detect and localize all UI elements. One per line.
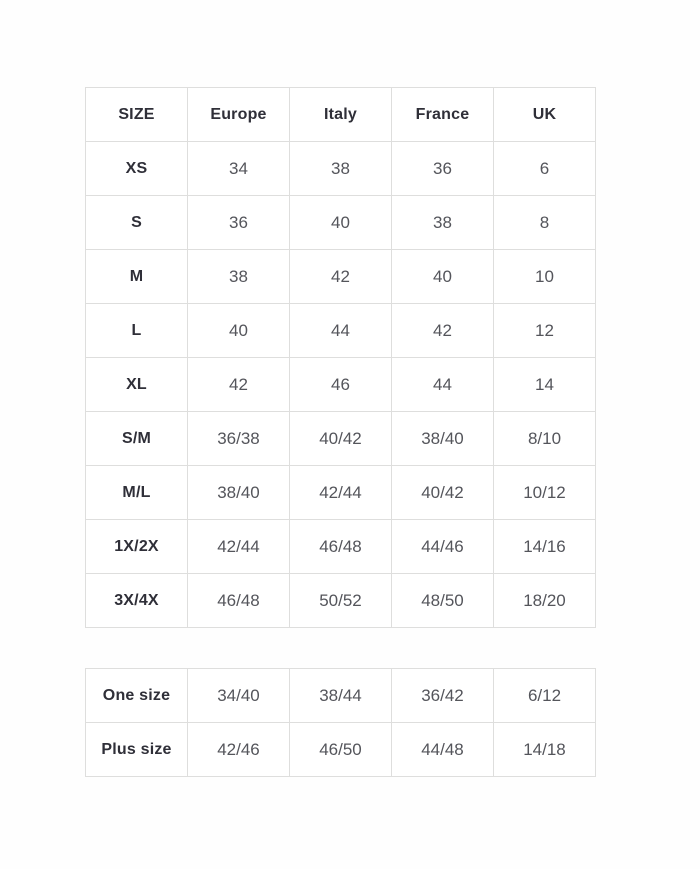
size-value-cell: 36 [392, 142, 494, 196]
size-value-cell: 6/12 [494, 669, 596, 723]
size-value-cell: 40 [392, 250, 494, 304]
table-row [86, 669, 596, 723]
table-row [86, 520, 596, 574]
size-label-cell: XS [86, 142, 188, 196]
special-table-body [86, 669, 596, 777]
size-value-cell: 38/40 [392, 412, 494, 466]
size-value-cell: 42/44 [290, 466, 392, 520]
size-value-cell: 12 [494, 304, 596, 358]
size-label-cell: XL [86, 358, 188, 412]
main-table-body [86, 142, 596, 628]
size-value-cell: 40/42 [392, 466, 494, 520]
size-conversion-table [85, 87, 596, 628]
size-value-cell: 38 [188, 250, 290, 304]
size-label-cell: 3X/4X [86, 574, 188, 628]
header-row [86, 88, 596, 142]
column-header: UK [494, 88, 596, 142]
size-value-cell: 42/44 [188, 520, 290, 574]
size-label-cell: M [86, 250, 188, 304]
size-value-cell: 50/52 [290, 574, 392, 628]
table-row [86, 723, 596, 777]
size-value-cell: 46/48 [290, 520, 392, 574]
size-value-cell: 38/40 [188, 466, 290, 520]
special-sizes-table [85, 668, 596, 777]
table-row [86, 358, 596, 412]
size-value-cell: 42/46 [188, 723, 290, 777]
size-label-cell: One size [86, 669, 188, 723]
size-value-cell: 42 [290, 250, 392, 304]
size-label-cell: Plus size [86, 723, 188, 777]
size-conversion-table-head [86, 88, 596, 142]
table-row [86, 196, 596, 250]
size-value-cell: 42 [188, 358, 290, 412]
column-header: Europe [188, 88, 290, 142]
size-value-cell: 18/20 [494, 574, 596, 628]
size-label-cell: S [86, 196, 188, 250]
size-value-cell: 44 [392, 358, 494, 412]
size-value-cell: 10 [494, 250, 596, 304]
size-value-cell: 36/42 [392, 669, 494, 723]
size-value-cell: 14/18 [494, 723, 596, 777]
size-value-cell: 8 [494, 196, 596, 250]
table-row [86, 250, 596, 304]
table-row [86, 466, 596, 520]
table-row [86, 574, 596, 628]
size-value-cell: 44 [290, 304, 392, 358]
size-value-cell: 8/10 [494, 412, 596, 466]
size-value-cell: 38 [290, 142, 392, 196]
size-value-cell: 14/16 [494, 520, 596, 574]
size-value-cell: 34/40 [188, 669, 290, 723]
size-value-cell: 10/12 [494, 466, 596, 520]
table-row [86, 412, 596, 466]
table-row [86, 304, 596, 358]
size-value-cell: 46/50 [290, 723, 392, 777]
size-value-cell: 40/42 [290, 412, 392, 466]
size-value-cell: 46/48 [188, 574, 290, 628]
column-header: Italy [290, 88, 392, 142]
size-value-cell: 36 [188, 196, 290, 250]
size-value-cell: 42 [392, 304, 494, 358]
column-header: France [392, 88, 494, 142]
size-value-cell: 44/46 [392, 520, 494, 574]
size-value-cell: 40 [290, 196, 392, 250]
size-value-cell: 14 [494, 358, 596, 412]
column-header: SIZE [86, 88, 188, 142]
size-value-cell: 46 [290, 358, 392, 412]
size-value-cell: 48/50 [392, 574, 494, 628]
size-label-cell: L [86, 304, 188, 358]
size-label-cell: 1X/2X [86, 520, 188, 574]
size-label-cell: S/M [86, 412, 188, 466]
size-value-cell: 36/38 [188, 412, 290, 466]
size-value-cell: 6 [494, 142, 596, 196]
size-label-cell: M/L [86, 466, 188, 520]
size-value-cell: 44/48 [392, 723, 494, 777]
size-value-cell: 38/44 [290, 669, 392, 723]
size-value-cell: 40 [188, 304, 290, 358]
size-value-cell: 34 [188, 142, 290, 196]
size-value-cell: 38 [392, 196, 494, 250]
table-row [86, 142, 596, 196]
